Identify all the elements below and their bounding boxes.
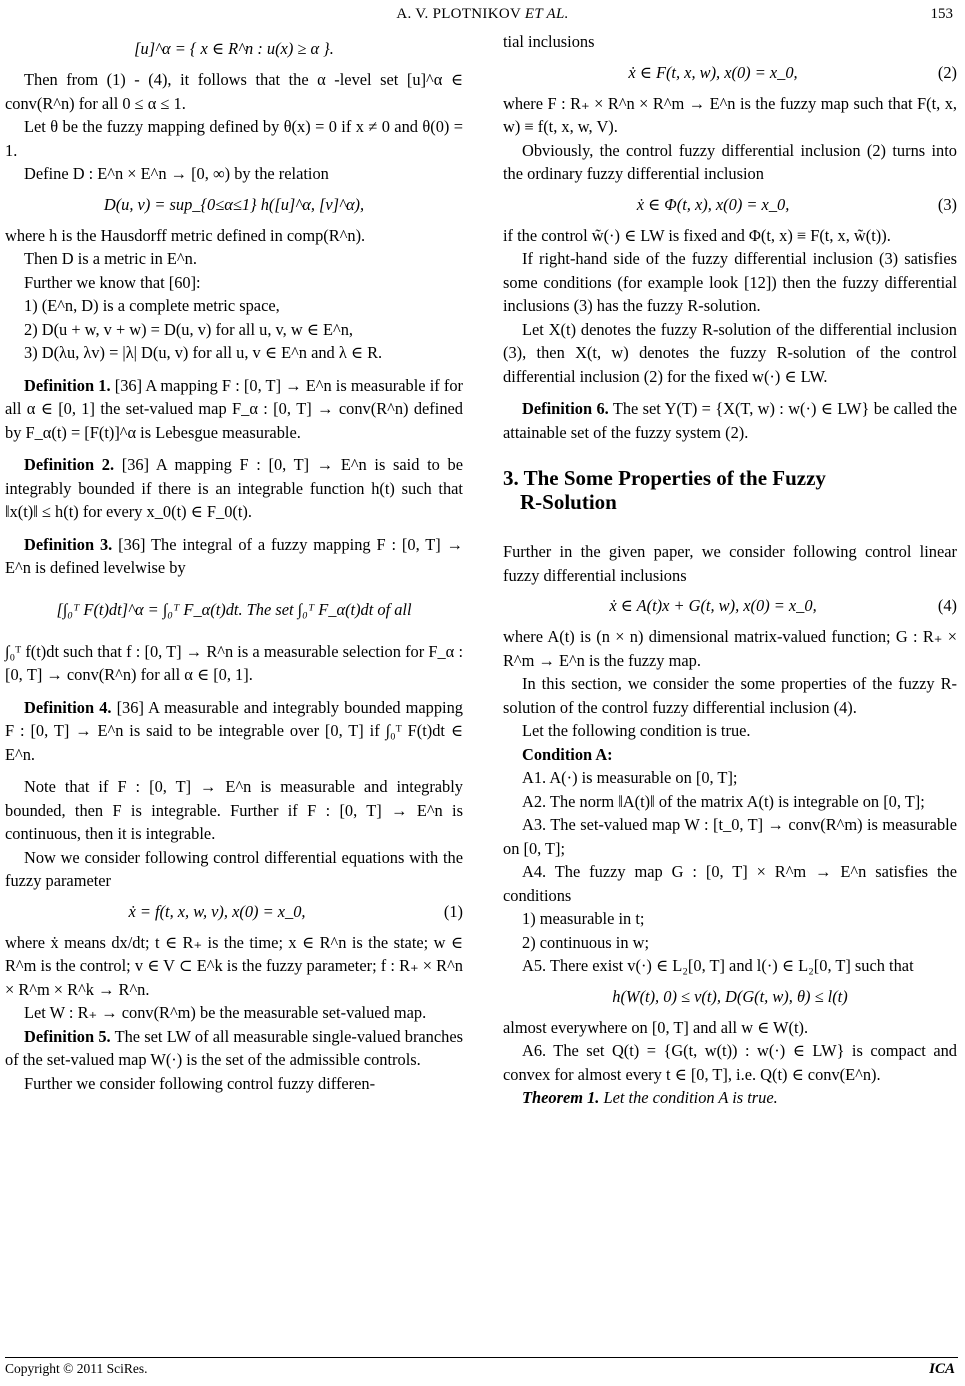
- definition-1: Definition 1. [36] A mapping F : [0, T] → E^n is measurable if for all α ∈ [0, 1] the set-valued map F_α : [0, T] → conv(R^n) defined by F_α(t) = [F(t)]^α is Lebesgue measurable.: [5, 375, 463, 442]
- definition-4: Definition 4. [36] A measurable and integrably bounded mapping F : [0, T] → E^n is said to be integrable over [0, T] if ∫₀ᵀ F(t)dt ∈ E^n.: [5, 697, 463, 764]
- running-title-authors: A. V. PLOTNIKOV: [396, 6, 521, 22]
- paragraph: Further we know that [60]:: [24, 272, 201, 292]
- equation-3: ẋ ∈ Φ(t, x), x(0) = x_0, (3): [503, 190, 957, 220]
- page-number: 153: [930, 6, 953, 22]
- page-footer: [0, 1361, 965, 1379]
- equation-number: (3): [937, 194, 957, 214]
- condition-subitem: 1) measurable in t;: [522, 909, 645, 928]
- paragraph: ∫₀ᵀ f(t)dt such that f : [0, T] → R^n is a measurable selection for F_α : [0, T] → conv(R^n) for all α ∈ [0, 1].: [5, 641, 463, 684]
- equation-a5: h(W(t), 0) ≤ v(t), D(G(t, w), θ) ≤ l(t): [612, 986, 848, 1006]
- paragraph: where ẋ means dx/dt; t ∈ R₊ is the time; x ∈ R^n is the state; w ∈ R^m is the control; v ∈ V ⊂ E^k is the fuzzy parameter; f : R₊ × R^n × R^m × R^k → R^n.: [5, 932, 463, 999]
- running-title-etal: ET AL.: [524, 6, 569, 22]
- equation-number: (4): [937, 596, 957, 616]
- paragraph: Define D : E^n × E^n → [0, ∞) by the relation: [24, 164, 329, 183]
- equation-integral: [∫₀ᵀ F(t)dt]^α = ∫₀ᵀ F_α(t)dt. The set ∫₀ᵀ F_α(t)dt of all: [56, 599, 412, 619]
- right-column: [503, 30, 957, 1110]
- definition-2: Definition 2. [36] A mapping F : [0, T] → E^n is said to be integrably bounded if there is an integrable function h(t) such that ‖x(t)‖ ≤ h(t) for every x_0(t) ∈ F_0(t).: [5, 455, 463, 521]
- paragraph: where A(t) is (n × n) dimensional matrix-valued function; G : R₊ × R^m → E^n is the fuzzy map.: [503, 627, 957, 670]
- paragraph: Then from (1) - (4), it follows that the α -level set [u]^α ∈ conv(R^n) for all 0 ≤ α ≤ 1.: [5, 70, 463, 113]
- definition-6: Definition 6. The set Y(T) = {X(T, w) : w(·) ∈ LW} be called the attainable set of the fuzzy system (2).: [503, 399, 957, 442]
- paragraph: In this section, we consider the some properties of the fuzzy R-solution of the control fuzzy differential inclusion (4).: [503, 674, 957, 717]
- condition-a-heading: Condition A:: [522, 744, 613, 764]
- paragraph: Let W : R₊ → conv(R^m) be the measurable set-valued map.: [24, 1003, 427, 1022]
- condition-item: A1. A(·) is measurable on [0, T];: [522, 768, 738, 787]
- condition-item: A5. There exist v(·) ∈ L₂[0, T] and l(·) ∈ L₂[0, T] such that: [522, 956, 914, 975]
- copyright: Copyright © 2011 SciRes.: [5, 1361, 148, 1376]
- paragraph: where F : R₊ × R^n × R^m → E^n is the fuzzy map such that F(t, x, w) ≡ f(t, x, w, V).: [503, 93, 957, 136]
- running-title: [0, 6, 965, 23]
- paragraph: if the control w̃(·) ∈ LW is fixed and Φ(t, x) ≡ F(t, x, w̃(t)).: [503, 225, 891, 245]
- paragraph: tial inclusions: [503, 32, 595, 51]
- paragraph: Let X(t) denotes the fuzzy R-solution of the differential inclusion (3), then X(t, w) denotes the fuzzy R-solution of the control differential inclusion (2) for the fixed w(·) ∈ LW.: [503, 319, 957, 386]
- definition-3: Definition 3. [36] The integral of a fuzzy mapping F : [0, T] → E^n is defined levelwise by: [5, 534, 463, 577]
- condition-item: A4. The fuzzy map G : [0, T] × R^m → E^n satisfies the conditions: [503, 862, 957, 905]
- paragraph: Let θ be the fuzzy mapping defined by θ(x) = 0 if x ≠ 0 and θ(0) = 1.: [5, 117, 463, 160]
- condition-item: A6. The set Q(t) = {G(t, w(t)) : w(·) ∈ LW} is compact and convex for almost every t ∈ [0, T], i.e. Q(t) ∈ conv(E^n).: [503, 1041, 957, 1084]
- list-item: 3) D(λu, λv) = |λ| D(u, v) for all u, v ∈ E^n and λ ∈ R.: [24, 343, 383, 362]
- condition-item: A2. The norm ‖A(t)‖ of the matrix A(t) is integrable on [0, T];: [522, 791, 925, 811]
- page-header: [0, 4, 965, 30]
- journal-abbrev: ICA: [929, 1361, 955, 1377]
- equation-4: ẋ ∈ A(t)x + G(t, w), x(0) = x_0, (4): [503, 591, 957, 621]
- equation-number: (1): [443, 901, 463, 921]
- list-item: 1) (E^n, D) is a complete metric space,: [24, 296, 280, 315]
- equation-metric: D(u, v) = sup_{0≤α≤1} h([u]^α, [v]^α),: [103, 194, 365, 214]
- definition-5: Definition 5. The set LW of all measurable single-valued branches of the set-valued map W(·) is the set of the admissible controls.: [5, 1026, 463, 1069]
- footer-rule: [5, 1357, 958, 1358]
- condition-subitem: 2) continuous in w;: [522, 932, 650, 952]
- paragraph: where h is the Hausdorff metric defined in comp(R^n).: [5, 225, 366, 245]
- theorem-1: Theorem 1. Let the condition A is true.: [522, 1088, 778, 1107]
- paragraph: If right-hand side of the fuzzy differential inclusion (3) satisfies some conditions (for example look [12]) then the fuzzy differential inclusions (3) has the fuzzy R-solution.: [503, 249, 957, 315]
- left-column: [5, 30, 463, 1095]
- paragraph: Now we consider following control differential equations with the fuzzy parameter: [5, 847, 463, 890]
- paragraph: Further in the given paper, we consider following control linear fuzzy differential inclusions: [503, 542, 957, 585]
- equation-1: ẋ = f(t, x, w, v), x(0) = x_0, (1): [5, 897, 463, 927]
- paragraph: Obviously, the control fuzzy differential inclusion (2) turns into the ordinary fuzzy differential inclusion: [503, 140, 957, 183]
- paragraph: Let the following condition is true.: [522, 721, 751, 740]
- equation-number: (2): [937, 62, 957, 82]
- paragraph: almost everywhere on [0, T] and all w ∈ W(t).: [503, 1017, 809, 1037]
- paragraph: Note that if F : [0, T] → E^n is measurable and integrably bounded, then F is integrable. Further if F : [0, T] → E^n is continuous, then it is integrable.: [5, 777, 463, 843]
- section-heading: 3. The Some Properties of the Fuzzy R-Solution: [503, 466, 826, 514]
- list-item: 2) D(u + w, v + w) = D(u, v) for all u, v, w ∈ E^n,: [24, 319, 354, 339]
- condition-item: A3. The set-valued map W : [t_0, T] → conv(R^m) is measurable on [0, T];: [503, 815, 957, 858]
- equation-2: ẋ ∈ F(t, x, w), x(0) = x_0, (2): [503, 58, 957, 88]
- equation-level-set: [u]^α = { x ∈ R^n : u(x) ≥ α }.: [134, 39, 334, 59]
- paragraph: Then D is a metric in E^n.: [24, 249, 197, 268]
- paragraph: Further we consider following control fuzzy differen-: [24, 1073, 376, 1093]
